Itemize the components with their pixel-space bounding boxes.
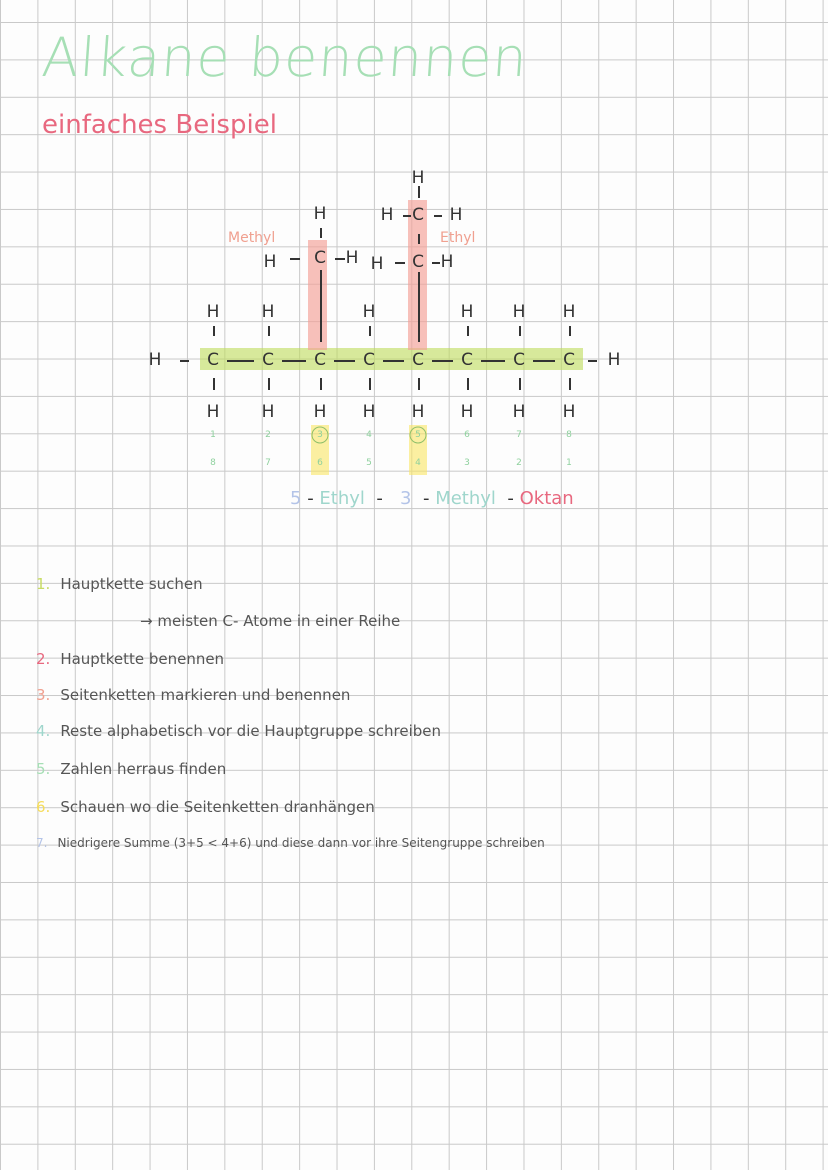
hydrogen-atom: H — [206, 302, 220, 322]
bond — [320, 378, 322, 390]
bond — [320, 228, 322, 238]
step-item — [36, 575, 203, 593]
hydrogen-atom: H — [263, 252, 277, 272]
carbon-atom: C — [461, 350, 473, 370]
hydrogen-atom: H — [512, 402, 526, 422]
locant-forward: 1 — [210, 430, 216, 440]
carbon-atom: C — [412, 252, 424, 272]
locant-forward: 5 — [415, 430, 421, 440]
locant-backward: 1 — [566, 458, 572, 468]
locant-forward: 6 — [464, 430, 470, 440]
bond — [268, 378, 270, 390]
step-item — [36, 836, 545, 850]
locant-forward: 4 — [366, 430, 372, 440]
bond — [369, 326, 371, 336]
carbon-atom: C — [412, 350, 424, 370]
locant-backward: 5 — [366, 458, 372, 468]
carbon-atom: C — [314, 350, 326, 370]
hydrogen-atom: H — [562, 402, 576, 422]
ethyl-label: Ethyl — [440, 230, 476, 246]
hydrogen-atom: H — [460, 402, 474, 422]
bond — [569, 326, 571, 336]
hydrogen-atom: H — [370, 254, 384, 274]
step-number: 2. — [36, 650, 51, 668]
hydrogen-atom: H — [345, 248, 359, 268]
hydrogen-atom: H — [411, 402, 425, 422]
bond — [180, 360, 189, 362]
hydrogen-atom: H — [261, 302, 275, 322]
bond — [268, 326, 270, 336]
hydrogen-atom: H — [440, 252, 454, 272]
locant-backward: 6 — [317, 458, 323, 468]
bond — [467, 378, 469, 390]
step-item — [36, 722, 441, 740]
bond — [434, 215, 442, 217]
hydrogen-atom: H — [449, 205, 463, 225]
step-text: Hauptkette benennen — [60, 650, 225, 668]
carbon-atom: C — [363, 350, 375, 370]
bond — [432, 262, 440, 264]
bond — [227, 360, 254, 362]
page-subtitle: einfaches Beispiel — [42, 110, 277, 140]
step-item — [36, 650, 224, 668]
carbon-atom: C — [513, 350, 525, 370]
hydrogen-atom: H — [512, 302, 526, 322]
locant-forward: 2 — [265, 430, 271, 440]
locant-backward: 4 — [415, 458, 421, 468]
step-number: 6. — [36, 798, 51, 816]
carbon-atom: C — [207, 350, 219, 370]
step-number: 7. — [36, 836, 48, 850]
bond — [588, 360, 597, 362]
bond — [403, 215, 411, 217]
name-locant-methyl: 3 — [400, 488, 412, 509]
locant-circle — [312, 427, 329, 444]
carbon-atom: C — [314, 248, 326, 268]
page-title: Alkane benennen — [39, 26, 531, 89]
locant-backward: 8 — [210, 458, 216, 468]
name-ethyl: Ethyl — [319, 488, 365, 509]
bond — [320, 270, 322, 342]
bond — [418, 234, 420, 244]
name-oktan: Oktan — [519, 488, 574, 509]
bond — [481, 360, 505, 362]
hydrogen-atom: H — [362, 302, 376, 322]
hydrogen-atom: H — [313, 204, 327, 224]
bond — [418, 378, 420, 390]
hydrogen-atom: H — [460, 302, 474, 322]
bond — [569, 378, 571, 390]
step-text: → meisten C- Atome in einer Reihe — [140, 612, 401, 630]
name-locant-ethyl: 5 — [290, 488, 302, 509]
name-methyl: Methyl — [435, 488, 496, 509]
locant-forward: 8 — [566, 430, 572, 440]
locant-backward: 7 — [265, 458, 271, 468]
bond — [335, 258, 345, 260]
bond — [290, 258, 300, 260]
step-item — [36, 798, 375, 816]
carbon-atom: C — [412, 205, 424, 225]
locant-forward: 3 — [317, 430, 323, 440]
step-item — [36, 686, 350, 704]
step-text: Seitenketten markieren und benennen — [60, 686, 351, 704]
bond — [418, 272, 420, 342]
bond — [369, 378, 371, 390]
step-number: 3. — [36, 686, 51, 704]
step-text: Reste alphabetisch vor die Hauptgruppe schreiben — [60, 722, 442, 740]
compound-name — [290, 488, 574, 509]
step-number: 1. — [36, 575, 51, 593]
bond — [383, 360, 404, 362]
locant-circle — [410, 427, 427, 444]
carbon-atom: C — [563, 350, 575, 370]
step-number: 5. — [36, 760, 51, 778]
locant-backward: 3 — [464, 458, 470, 468]
locant-backward: 2 — [516, 458, 522, 468]
methyl-label: Methyl — [228, 230, 276, 246]
hydrogen-atom: H — [148, 350, 162, 370]
hydrogen-atom: H — [362, 402, 376, 422]
bond — [334, 360, 355, 362]
bond — [467, 326, 469, 336]
hydrogen-atom: H — [380, 205, 394, 225]
name-separator: - — [507, 488, 514, 509]
carbon-atom: C — [262, 350, 274, 370]
hydrogen-atom: H — [313, 402, 327, 422]
hydrogen-atom: H — [411, 168, 425, 188]
hydrogen-atom: H — [562, 302, 576, 322]
bond — [519, 378, 521, 390]
step-item — [140, 612, 400, 630]
hydrogen-atom: H — [261, 402, 275, 422]
step-item — [36, 760, 226, 778]
name-separator: - — [422, 488, 430, 509]
hydrogen-atom: H — [206, 402, 220, 422]
step-text: Schauen wo die Seitenketten dranhängen — [60, 798, 375, 816]
bond — [432, 360, 453, 362]
name-separator: - — [376, 488, 383, 509]
step-number: 4. — [36, 722, 51, 740]
bond — [533, 360, 555, 362]
bond — [519, 326, 521, 336]
bond — [282, 360, 306, 362]
hydrogen-atom: H — [607, 350, 621, 370]
name-separator: - — [307, 488, 314, 509]
step-text: Hauptkette suchen — [60, 575, 203, 593]
locant-forward: 7 — [516, 430, 522, 440]
bond — [213, 378, 215, 390]
bond — [213, 326, 215, 336]
step-text: Zahlen herraus finden — [60, 760, 227, 778]
step-text: Niedrigere Summe (3+5 < 4+6) und diese dann vor ihre Seitengruppe schreiben — [57, 836, 545, 850]
bond — [395, 262, 405, 264]
main-chain-highlight — [200, 348, 583, 370]
